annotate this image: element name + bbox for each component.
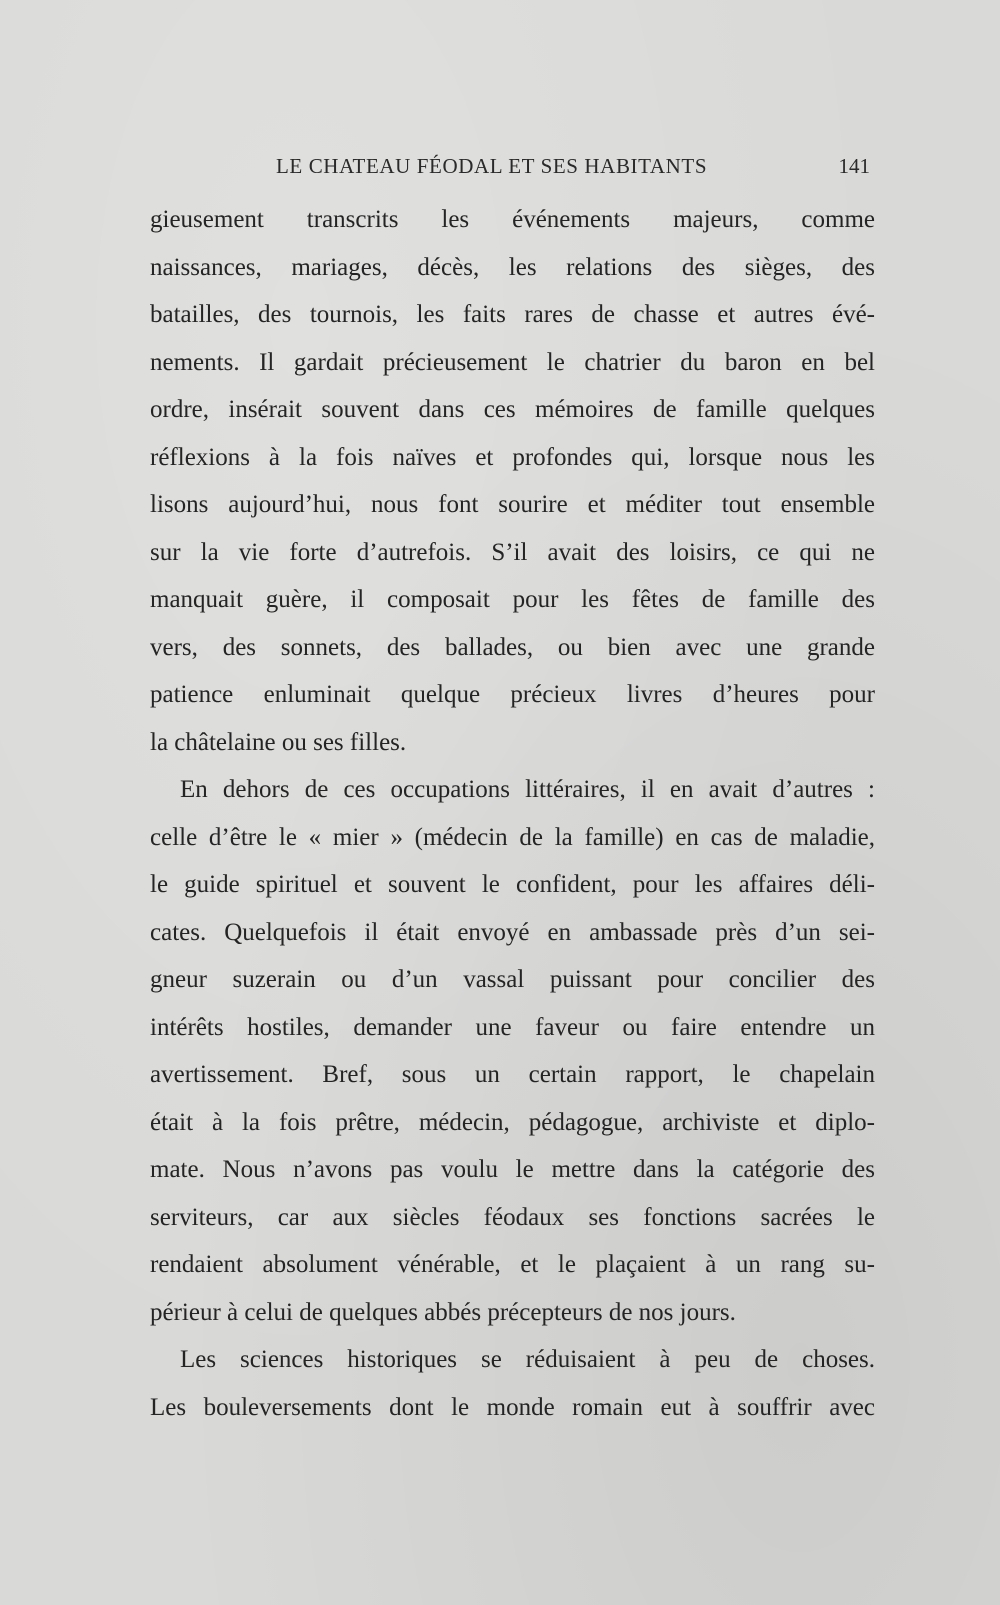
text-line: réflexions à la fois naïves et profondes qui, lorsque nous les <box>150 443 875 471</box>
text-line: manquait guère, il composait pour les fêtes de famille des <box>150 586 875 613</box>
body-text <box>150 196 875 1431</box>
text-line: avertissement. Bref, sous un certain rapport, le chapelain <box>150 1061 875 1088</box>
text-line: naissances, mariages, décès, les relations des sièges, des <box>150 253 875 281</box>
text-line: était à la fois prêtre, médecin, pédagogue, archiviste et diplo- <box>150 1108 875 1136</box>
page-number: 141 <box>838 154 870 178</box>
running-head <box>150 150 870 184</box>
text-line: nements. Il gardait précieusement le chatrier du baron en bel <box>150 348 875 376</box>
text-line: sur la vie forte d’autrefois. S’il avait des loisirs, ce qui ne <box>150 538 875 566</box>
text-line: patience enluminait quelque précieux livres d’heures pour <box>150 681 875 708</box>
paragraph-end-line: la châtelaine ou ses filles. <box>150 728 407 756</box>
text-line: serviteurs, car aux siècles féodaux ses fonctions sacrées le <box>150 1203 875 1231</box>
text-line: gneur suzerain ou d’un vassal puissant pour concilier des <box>150 966 875 993</box>
text-line: rendaient absolument vénérable, et le plaçaient à un rang su- <box>150 1251 875 1278</box>
text-line: le guide spirituel et souvent le confident, pour les affaires déli- <box>150 871 875 898</box>
paragraph-start-line: Les sciences historiques se réduisaient à peu de choses. <box>180 1346 875 1373</box>
text-line: gieusement transcrits les événements majeurs, comme <box>150 206 875 233</box>
text-line: batailles, des tournois, les faits rares de chasse et autres évé- <box>150 301 875 328</box>
text-line: mate. Nous n’avons pas voulu le mettre dans la catégorie des <box>150 1156 875 1183</box>
paragraph-start-line: En dehors de ces occupations littéraires, il en avait d’autres : <box>180 776 875 803</box>
text-line: vers, des sonnets, des ballades, ou bien avec une grande <box>150 633 875 661</box>
text-line: Les bouleversements dont le monde romain eut à souffrir avec <box>150 1393 875 1421</box>
text-line: cates. Quelquefois il était envoyé en ambassade près d’un sei- <box>150 918 875 946</box>
paragraph-end-line: périeur à celui de quelques abbés précepteurs de nos jours. <box>150 1298 736 1326</box>
text-line: ordre, insérait souvent dans ces mémoires de famille quelques <box>150 396 875 423</box>
running-title: LE CHATEAU FÉODAL ET SES HABITANTS <box>276 154 708 178</box>
text-line: intérêts hostiles, demander une faveur ou faire entendre un <box>150 1013 875 1041</box>
text-line: celle d’être le « mier » (médecin de la famille) en cas de maladie, <box>150 823 875 851</box>
text-line: lisons aujourd’hui, nous font sourire et méditer tout ensemble <box>150 491 875 518</box>
